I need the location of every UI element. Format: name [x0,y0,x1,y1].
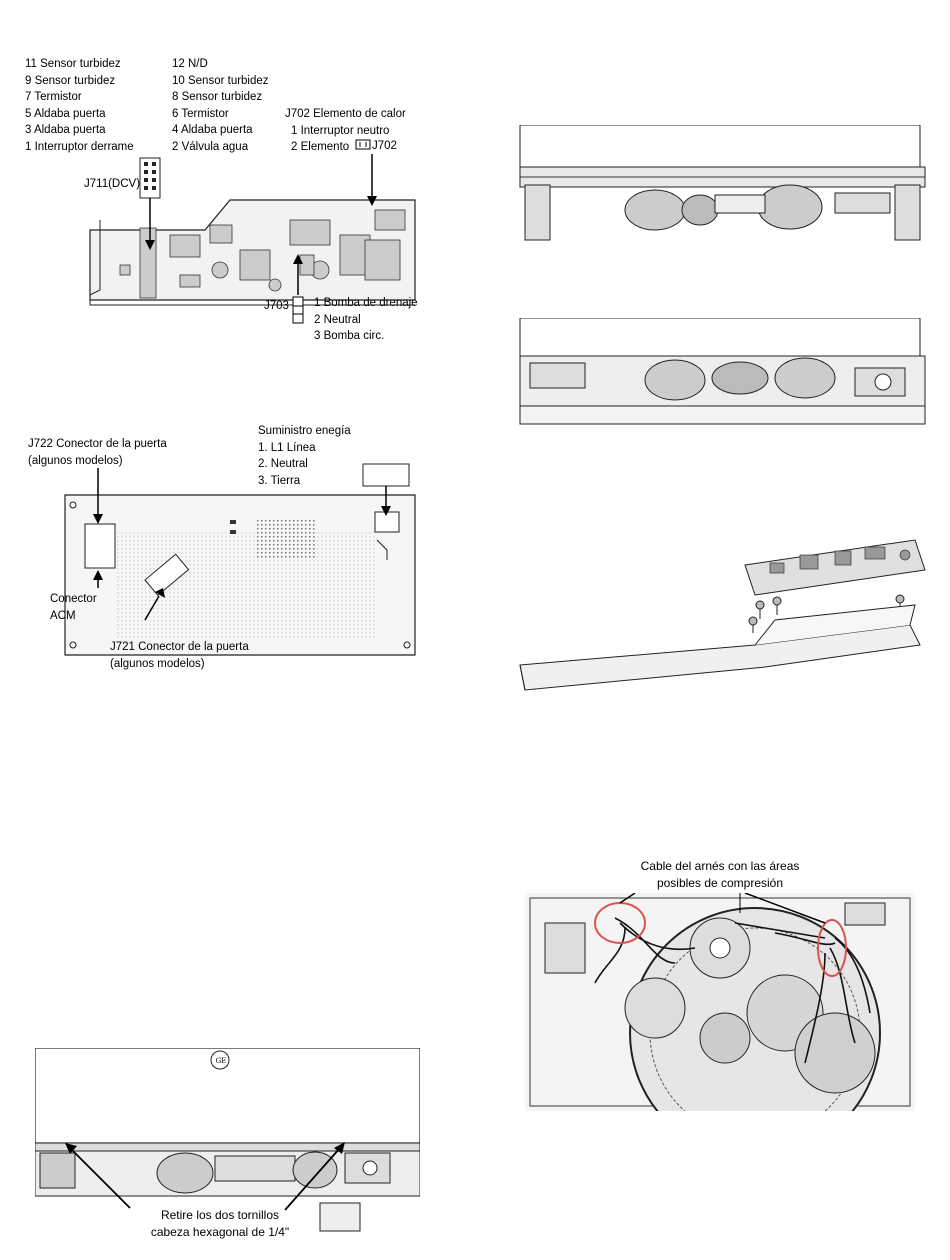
j722-line: J722 Conector de la puerta [28,438,167,450]
ge-logo: GE [215,1057,227,1065]
j703-tag: J703 [264,300,289,312]
base-side-drawing-1 [515,125,930,250]
pin-label: 8 Sensor turbidez [172,91,263,103]
screws-caption-line: Retire los dos tornillos [160,1208,280,1222]
board-bracket-exploded [515,525,930,700]
j702-item: 2 Elemento [291,141,350,153]
j711-tag: J711(DCV) [84,178,141,190]
pin-label: 10 Sensor turbidez [172,74,269,87]
power-item: 1. L1 Línea [258,441,316,454]
power-title: Suministro enegía [258,425,351,437]
power-item: 3. Tierra [258,474,301,487]
pin-label: 2 Válvula agua [172,140,249,153]
j722-line: (algunos modelos) [28,454,123,467]
j702-tag: J702 [372,140,397,152]
base-side-view-1 [515,125,930,250]
screws-caption [120,1207,320,1240]
pin-label: 12 N/D [172,58,208,70]
j721-line: J721 Conector de la puerta [110,641,249,653]
power-item: 2. Neutral [258,458,308,470]
pin-label: 5 Aldaba puerta [25,107,106,120]
harness-top-view [525,893,915,1111]
j711-pins-left [25,56,134,155]
j703-item: 1 Bomba de drenaje [314,297,418,309]
pin-label: 9 Sensor turbidez [25,74,116,87]
acm-label [50,591,97,624]
screws-caption-line: cabeza hexagonal de 1/4" [150,1224,290,1239]
pin-label: 4 Aldaba puerta [172,124,253,136]
harness-caption-line: posibles de compresión [656,875,784,890]
pin-label: 6 Termistor [172,107,229,120]
pin-label: 1 Interruptor derrame [25,140,134,153]
j703-label [314,295,418,345]
j703-item: 3 Bomba circ. [314,330,385,342]
j722-label [28,436,167,469]
j702-item: 1 Interruptor neutro [291,124,390,137]
harness-caption-line: Cable del arnés con las áreas [640,859,800,873]
j721-label [110,639,249,672]
j711-pins-right [172,56,269,155]
j721-line: (algunos modelos) [110,657,205,670]
power-supply-label [258,423,351,489]
harness-caption [610,858,830,891]
pin-label: 7 Termistor [25,91,82,103]
base-side-drawing-2 [515,318,930,428]
j703-item: 2 Neutral [314,313,361,326]
base-side-view-2 [515,318,930,428]
pin-label: 11 Sensor turbidez [25,58,121,70]
acm-line: ACM [50,609,76,622]
harness-top-drawing [525,893,915,1111]
j702-title: J702 Elemento de calor [285,108,406,120]
pin-label: 3 Aldaba puerta [25,124,106,136]
board-bracket-drawing [515,525,930,700]
acm-line: Conector [50,593,97,605]
